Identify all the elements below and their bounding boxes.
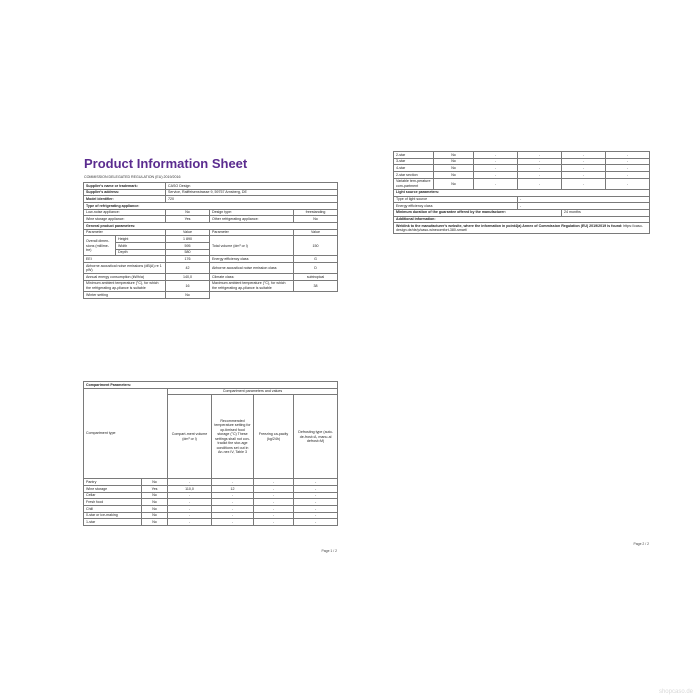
compartment-volume: - xyxy=(168,492,212,499)
compartment-name: 0-star or ice-making xyxy=(84,512,142,519)
compartment-temp: 12 xyxy=(212,486,254,493)
compartment-row xyxy=(394,178,650,189)
winter-value: No xyxy=(166,292,210,299)
compartment-present: No xyxy=(142,506,168,513)
compartment-temp: - xyxy=(212,479,254,486)
compartment-present: Yes xyxy=(142,486,168,493)
compartment-table xyxy=(83,381,338,526)
max-temp-value: 38 xyxy=(294,280,338,291)
compartment-name: 2-star section xyxy=(394,172,434,179)
compartment-freezing: - xyxy=(562,172,606,179)
compartment-defrost: - xyxy=(294,486,338,493)
page-two xyxy=(390,148,652,553)
compartment-present: No xyxy=(434,152,474,159)
annual-energy-label: Annual energy consumption (kWh/a) xyxy=(84,274,166,281)
col-parameter: Parameter xyxy=(84,229,166,236)
wine-storage-value: Yes xyxy=(166,216,210,223)
compartment-temp: - xyxy=(518,158,562,165)
compartment-name: 4-star xyxy=(394,165,434,172)
col-compartment-volume: Compart-ment volume (dm³ or l) xyxy=(168,395,212,479)
energy-class-label: Energy efficiency class xyxy=(210,256,294,263)
compartment-row xyxy=(394,165,650,172)
compartment-temp: - xyxy=(212,499,254,506)
page-one xyxy=(80,150,340,555)
supplier-address-row xyxy=(84,189,338,196)
guarantee-label: Minimum duration of the guarantee offered by the manufacturer: xyxy=(394,209,562,216)
compartment-defrost: - xyxy=(606,158,650,165)
guarantee-value: 24 months xyxy=(562,209,650,216)
supplier-address-label: Supplier's address: xyxy=(84,189,166,196)
compartment-temp: - xyxy=(518,178,562,189)
winter-label: Winter setting xyxy=(84,292,166,299)
weblink-cell xyxy=(394,223,650,234)
other-refrig-label: Other refrigerating appliance: xyxy=(210,216,294,223)
overall-dims-label: Overall dimen-sions (millime-tre) xyxy=(84,236,116,256)
col-value-2: Value xyxy=(294,229,338,236)
light-type-value: - xyxy=(518,196,650,203)
compartment-temp: - xyxy=(212,519,254,526)
model-identifier-value: 720 xyxy=(166,196,338,203)
compartment-row xyxy=(84,492,338,499)
light-class-label: Energy efficiency class xyxy=(394,203,518,210)
compartment-name: Fresh food xyxy=(84,499,142,506)
compartment-rows-continued xyxy=(394,152,650,190)
height-label: Height xyxy=(116,236,166,243)
weblink-url[interactable]: https://caso-design.de/de/p/caso-winecomfort-380-smart/ xyxy=(396,223,643,233)
compartment-defrost: - xyxy=(294,499,338,506)
page-two-table xyxy=(393,151,650,234)
general-parameters-table xyxy=(83,182,338,299)
compartment-defrost: - xyxy=(606,165,650,172)
compartment-freezing: - xyxy=(562,158,606,165)
annual-energy-value: 140,0 xyxy=(166,274,210,281)
compartment-present: No xyxy=(142,492,168,499)
col-freezing-capacity: Freezing ca-pacity (kg/24h) xyxy=(254,395,294,479)
compartment-present: No xyxy=(142,499,168,506)
compartment-freezing: - xyxy=(254,479,294,486)
min-temp-value: 16 xyxy=(166,280,210,291)
compartment-params-values: Compartment parameters and values xyxy=(168,388,338,395)
col-recommended-temp: Recommended temperature setting for op-timised food storage (°C) These settings shall not con-tradict the stor-age conditions set out in An-nex IV, Table 3 xyxy=(212,395,254,479)
low-noise-label: Low-noise appliance: xyxy=(84,209,166,216)
compartment-freezing: - xyxy=(254,486,294,493)
compartment-name: Variable tem-perature com-partment xyxy=(394,178,434,189)
light-type-label: Type of light source xyxy=(394,196,518,203)
eei-label: EEI xyxy=(84,256,166,263)
compartment-present: No xyxy=(434,172,474,179)
compartment-row xyxy=(394,172,650,179)
compartment-row xyxy=(84,506,338,513)
compartment-defrost: - xyxy=(294,492,338,499)
model-identifier-label: Model identifier: xyxy=(84,196,166,203)
page-title: Product Information Sheet xyxy=(84,156,248,171)
compartment-volume: - xyxy=(168,479,212,486)
compartment-freezing: - xyxy=(254,519,294,526)
compartment-name: 1-star xyxy=(84,519,142,526)
supplier-name-label: Supplier's name or trademark: xyxy=(84,183,166,190)
climate-class-label: Climate class: xyxy=(210,274,294,281)
wine-storage-label: Wine storage appliance: xyxy=(84,216,166,223)
total-volume-label: Total volume (dm³ or l) xyxy=(210,236,294,256)
compartment-volume: - xyxy=(474,152,518,159)
compartment-freezing: - xyxy=(254,506,294,513)
regulation-subtitle: COMMISSION DELEGATED REGULATION (EU) 2019/2016 xyxy=(84,175,181,179)
total-volume-value: 150 xyxy=(294,236,338,256)
compartment-name: 2-star xyxy=(394,152,434,159)
supplier-address-value: Service, Raiffeisenstrasse 9, 59757 Arnsberg, DE xyxy=(166,189,338,196)
compartment-present: No xyxy=(142,519,168,526)
watermark: shopcaso.de xyxy=(658,689,693,695)
general-heading: General product parameters: xyxy=(84,223,338,230)
compartment-heading: Compartment Parameters: xyxy=(84,382,338,389)
compartment-defrost: - xyxy=(294,519,338,526)
light-heading: Light source parameters: xyxy=(394,189,650,196)
compartment-defrost: - xyxy=(606,172,650,179)
compartment-present: No xyxy=(142,479,168,486)
compartment-name: 3-star xyxy=(394,158,434,165)
design-type-label: Design type: xyxy=(210,209,294,216)
compartment-temp: - xyxy=(212,492,254,499)
compartment-name: Chill xyxy=(84,506,142,513)
compartment-freezing: - xyxy=(254,492,294,499)
compartment-volume: - xyxy=(474,178,518,189)
compartment-row xyxy=(84,499,338,506)
compartment-present: No xyxy=(434,178,474,189)
compartment-row xyxy=(394,158,650,165)
compartment-temp: - xyxy=(518,165,562,172)
compartment-present: No xyxy=(434,165,474,172)
low-noise-value: No xyxy=(166,209,210,216)
compartment-freezing: - xyxy=(254,512,294,519)
weblink-text: Weblink to the manufacturer's website, where the information in point4(a) Annex of Commission Regulation (EU) 2019/2019 is found: xyxy=(396,223,623,228)
other-refrig-value: No xyxy=(294,216,338,223)
compartment-freezing: - xyxy=(562,178,606,189)
page-footer-2: Page 2 / 2 xyxy=(633,542,649,546)
page-footer: Page 1 / 2 xyxy=(321,549,337,553)
compartment-defrost: - xyxy=(294,512,338,519)
compartment-rows xyxy=(84,479,338,526)
col-defrosting-type: Defrosting type (auto-de-frost=A, manu-al defrost=M) xyxy=(294,395,338,479)
compartment-type-label: Compartment type xyxy=(84,388,168,479)
noise-class-value: D xyxy=(294,263,338,274)
compartment-defrost: - xyxy=(606,178,650,189)
noise-emissions-label: Airborne acoustical noise emissions (dB(A) re 1 pW) xyxy=(84,263,166,274)
max-temp-label: Maximum ambient temperature (°C), for which the refrigerating ap-pliance is suitable xyxy=(210,280,294,291)
compartment-freezing: - xyxy=(562,152,606,159)
depth-label: Depth xyxy=(116,249,166,256)
depth-value: 580 xyxy=(166,249,210,256)
design-type-value: freestanding xyxy=(294,209,338,216)
col-value: Value xyxy=(166,229,210,236)
compartment-temp: - xyxy=(212,506,254,513)
compartment-name: Cellar xyxy=(84,492,142,499)
compartment-volume: - xyxy=(168,499,212,506)
compartment-volume: - xyxy=(168,506,212,513)
energy-class-value: G xyxy=(294,256,338,263)
model-identifier-row xyxy=(84,196,338,203)
width-value: 595 xyxy=(166,243,210,250)
compartment-volume: 110,0 xyxy=(168,486,212,493)
additional-heading: Additional information: xyxy=(394,216,650,223)
compartment-row xyxy=(84,519,338,526)
light-class-value: - xyxy=(518,203,650,210)
compartment-name: Pantry xyxy=(84,479,142,486)
width-label: Width xyxy=(116,243,166,250)
compartment-row xyxy=(84,479,338,486)
compartment-volume: - xyxy=(474,165,518,172)
compartment-freezing: - xyxy=(562,165,606,172)
type-heading: Type of refrigerating appliance: xyxy=(84,203,338,210)
noise-class-label: Airborne acoustical noise emission class xyxy=(210,263,294,274)
compartment-row xyxy=(394,152,650,159)
compartment-volume: - xyxy=(168,512,212,519)
compartment-defrost: - xyxy=(294,506,338,513)
compartment-volume: - xyxy=(168,519,212,526)
compartment-volume: - xyxy=(474,172,518,179)
compartment-defrost: - xyxy=(294,479,338,486)
height-value: 1 890 xyxy=(166,236,210,243)
compartment-defrost: - xyxy=(606,152,650,159)
compartment-freezing: - xyxy=(254,499,294,506)
supplier-name-row xyxy=(84,183,338,190)
compartment-present: No xyxy=(434,158,474,165)
compartment-temp: - xyxy=(212,512,254,519)
compartment-temp: - xyxy=(518,152,562,159)
climate-class-value: subtropical xyxy=(294,274,338,281)
min-temp-label: Minimum ambient temperature (°C), for which the refrigerating ap-pliance is suitable xyxy=(84,280,166,291)
compartment-row xyxy=(84,486,338,493)
compartment-volume: - xyxy=(474,158,518,165)
noise-emissions-value: 42 xyxy=(166,263,210,274)
compartment-row xyxy=(84,512,338,519)
compartment-present: No xyxy=(142,512,168,519)
col-parameter-2: Parameter xyxy=(210,229,294,236)
compartment-temp: - xyxy=(518,172,562,179)
supplier-name-value: CASO Design xyxy=(166,183,338,190)
eei-value: 176 xyxy=(166,256,210,263)
compartment-name: Wine storage xyxy=(84,486,142,493)
